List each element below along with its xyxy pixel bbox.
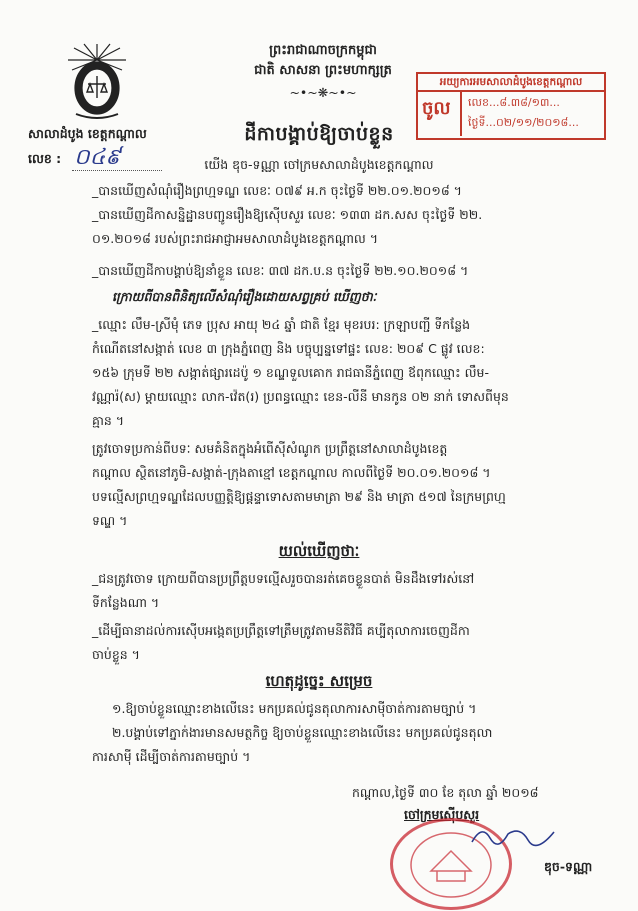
motto-ornament: ~•~❋~•~ <box>289 85 357 100</box>
charge-line: កណ្តាល ស្ថិតនៅភូមិ-សង្កាត់-ក្រុងតាខ្មៅ ខេត្តកណ្តាល កាលពីថ្ងៃទី ២០.០១.២០១៨ ។ <box>92 465 491 480</box>
signer-name: ឌុច-ទណ្ណា <box>544 859 593 874</box>
opinion-line: _ជនត្រូវចោទ ក្រោយពីបានប្រព្រឹត្តបទល្មើសរួចបានរត់គេចខ្លួនបាត់ មិនដឹងទៅរស់នៅ <box>92 571 475 586</box>
signer-title: ចៅក្រមស៊ើបសួរ <box>404 807 480 822</box>
opinion-heading: យល់ឃើញថាៈ <box>278 542 360 560</box>
receipt-date: ថ្ងៃទី...០២/១១/២០១៨... <box>468 116 579 129</box>
receipt-stamp-title: អយ្យការអមសាលាដំបូងខេត្តកណ្តាល <box>418 74 604 92</box>
person-line: គ្មាន ។ <box>92 413 125 428</box>
document-title: ដីកាបង្គាប់ឱ្យចាប់ខ្លួន <box>244 123 394 145</box>
charge-line: ទណ្ឌ ។ <box>92 513 128 528</box>
decision-heading: ហេតុដូច្នេះ សម្រេច <box>265 672 373 690</box>
seen-line: ០១.២០១៨ របស់ព្រះរាជអាជ្ញាអមសាលាដំបូងខេត្តកណ្តាល ។ <box>92 231 379 246</box>
charge-line: បទល្មើសព្រហ្មទណ្ឌដែលបញ្ញត្តិឱ្យផ្តន្ទាទោសតាមមាត្រា ២៩ និង មាត្រា ៥១៧ នៃក្រមព្រហ្ម <box>92 489 506 504</box>
opinion-line: _ដើម្បីធានាដល់ការស៊ើបអង្កេតប្រព្រឹត្តទៅត្រឹមត្រូវតាមនីតិវិធី គប្បីតុលាការចេញដីកា <box>92 623 470 638</box>
document-number: ០៤៩ <box>74 145 121 170</box>
seen-line: _បានឃើញដីកាសន្និដ្ឋានបញ្ជូនរឿងឱ្យស៊ើបសួរ លេខៈ ១៣៣ ដក.សស ចុះថ្ងៃទី ២២. <box>92 207 483 222</box>
person-line: _ឈ្មោះ លឹម-ស្រីមុំ ភេទ ប្រុស អាយុ ២៤ ឆ្នាំ ជាតិ ខ្មែរ មុខរបរ: ក្រឡាបញ្ជី ទីកន្លែង <box>92 317 471 332</box>
place-date: កណ្តាល,ថ្ងៃទី ៣០ ខែ តុលា ឆ្នាំ ២០១៨ <box>352 785 539 800</box>
opinion-line: ចាប់ខ្លួន ។ <box>92 647 140 662</box>
receipt-in-label: ចូល <box>422 98 451 119</box>
decision-line: ២.បង្គាប់ទៅភ្នាក់ងារមានសមត្ថកិច្ច ឱ្យចាប់ខ្លួនឈ្មោះខាងលើនេះ មកប្រគល់ជូនតុលា <box>112 725 493 740</box>
kingdom-title: ព្រះរាជាណាចក្រកម្ពុជា <box>269 43 377 58</box>
number-label: លេខ : <box>28 151 62 166</box>
person-line: កំណើតនៅសង្កាត់ លេខ ៣ ក្រុងភ្នំពេញ និង បច្ចុប្បន្នទៅផ្ទះ លេខ: ២០៩ C ផ្លូវ លេខ: <box>92 341 485 356</box>
national-motto: ជាតិ សាសនា ព្រះមហាក្សត្រ <box>254 63 392 78</box>
charge-line: ត្រូវចោទប្រកាន់ពីបទៈ សមគំនិតក្នុងអំពើស៊ីសំណូក ប្រព្រឹត្តនៅសាលាដំបូងខេត្ត <box>92 441 448 456</box>
judge-intro: យើង ឌុច-ទណ្ណា ចៅក្រមសាលាដំបូងខេត្តកណ្តាល <box>204 157 434 172</box>
seen-line: _បានឃើញសំណុំរឿងព្រហ្មទណ្ឌ លេខៈ ០៧៩ អ.ក ចុះថ្ងៃទី ២២.០១.២០១៨ ។ <box>92 183 462 198</box>
opinion-line: ទីកន្លែងណា ។ <box>92 595 160 610</box>
court-emblem-icon <box>62 38 132 120</box>
signature-icon <box>468 820 558 850</box>
seen-line: _បានឃើញដីកាបង្គាប់ឱ្យនាំខ្លួន លេខៈ ៣៧ ដក.ប.ន ចុះថ្ងៃទី ២២.១០.២០១៨ ។ <box>92 263 469 278</box>
decision-line: ការសាម៉ី ដើម្បីចាត់ការតាមច្បាប់ ។ <box>92 749 251 764</box>
after-review-line: ក្រោយពីបានពិនិត្យលើសំណុំរឿងដោយសព្វគ្រប់ ឃើញថាៈ <box>112 289 377 304</box>
decision-line: ១.ឱ្យចាប់ខ្លួនឈ្មោះខាងលើនេះ មកប្រគល់ជូនតុលាការសាម៉ីចាត់ការតាមច្បាប់ ។ <box>112 701 477 716</box>
person-line: ១៥៦ ក្រុមទី ២២ សង្កាត់ផ្សារដេប៉ូ ១ ខណ្ឌទួលគោក រាជធានីភ្នំពេញ ឪពុកឈ្មោះ លឹម- <box>92 365 489 380</box>
court-name: សាលាដំបូង ខេត្តកណ្តាល <box>28 126 147 141</box>
person-line: វណ្ណារ៉(ស) ម្តាយឈ្មោះ លាក-វ៉េត(រ) ប្រពន្ធឈ្មោះ ខេន-លីនី មានកូន ០២ នាក់ ទោសពីមុន <box>92 389 509 404</box>
receipt-number: លេខ...៨.៣៨/១៣... <box>468 96 560 109</box>
